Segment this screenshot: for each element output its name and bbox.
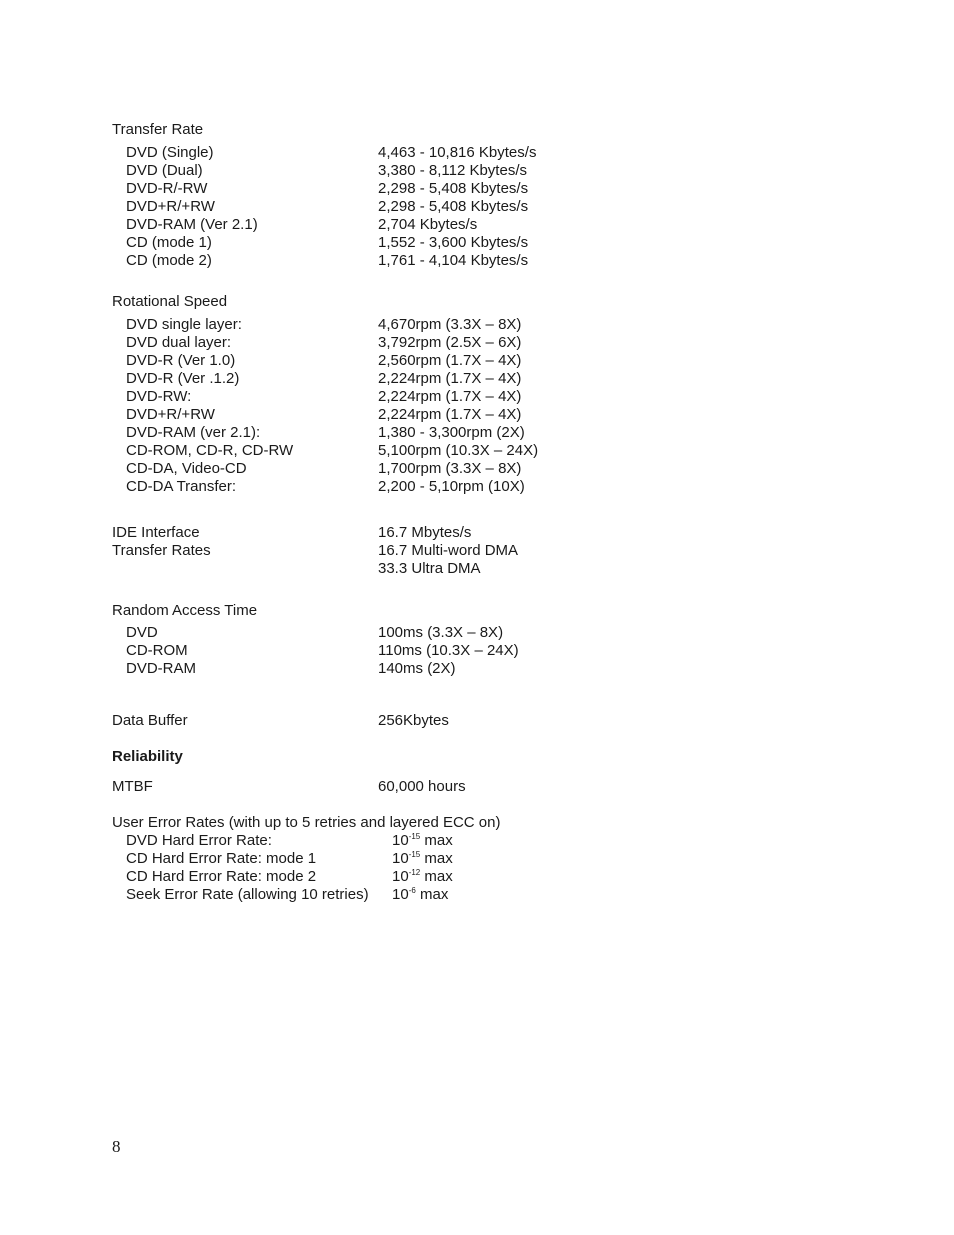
spec-value [392,868,453,886]
spec-row [0,660,954,678]
spec-value: 1,761 - 4,104 Kbytes/s [378,252,529,269]
spec-row [0,560,954,578]
spec-value: 2,704 Kbytes/s [378,216,478,233]
spec-value: 4,670rpm (3.3X – 8X) [378,316,522,333]
spec-row [0,868,954,886]
spec-value: 3,380 - 8,112 Kbytes/s [378,162,527,179]
spec-label: CD-ROM [126,642,188,659]
spec-value: 2,560rpm (1.7X – 4X) [378,352,522,369]
spec-label: DVD dual layer: [126,334,232,351]
spec-label: CD-DA Transfer: [126,478,237,495]
spec-label: CD-ROM, CD-R, CD-RW [126,442,294,459]
spec-label: DVD-R (Ver .1.2) [126,370,240,387]
exponent: -15 [408,850,421,859]
spec-value: 256Kbytes [378,712,449,729]
spec-value: 110ms (10.3X – 24X) [378,642,519,659]
spec-row [0,216,954,234]
spec-label: MTBF [112,778,153,795]
spec-label: DVD single layer: [126,316,242,333]
spec-value: 2,200 - 5,10rpm (10X) [378,478,525,495]
page-number: 8 [112,1137,121,1156]
exponent: -15 [408,832,421,841]
spec-row [0,352,954,370]
exponent-base: 10 [392,850,409,867]
spec-label: DVD-R (Ver 1.0) [126,352,236,369]
spec-value: 2,224rpm (1.7X – 4X) [378,370,522,387]
exponent-suffix: max [420,832,453,849]
spec-row [0,388,954,406]
spec-row [0,252,954,270]
spec-value: 2,224rpm (1.7X – 4X) [378,406,522,423]
exponent-suffix: max [415,886,449,903]
spec-row [0,624,954,642]
spec-row [0,316,954,334]
spec-value: 16.7 Multi-word DMA [378,542,519,559]
spec-value: 60,000 hours [378,778,466,795]
spec-label: DVD Hard Error Rate: [126,832,272,849]
spec-value [392,886,448,904]
spec-label: DVD (Single) [126,144,214,161]
spec-value [392,850,453,868]
spec-label: CD Hard Error Rate: mode 2 [126,868,317,885]
exponent-base: 10 [392,832,409,849]
spec-value: 2,298 - 5,408 Kbytes/s [378,198,529,215]
spec-row [0,712,954,730]
spec-row [0,198,954,216]
spec-row [0,162,954,180]
spec-label: DVD-RAM (ver 2.1): [126,424,261,441]
spec-row [0,334,954,352]
spec-value: 4,463 - 10,816 Kbytes/s [378,144,537,161]
spec-row [0,642,954,660]
spec-value: 1,380 - 3,300rpm (2X) [378,424,525,441]
spec-label: CD (mode 1) [126,234,212,251]
spec-value: 100ms (3.3X – 8X) [378,624,504,641]
spec-row [0,406,954,424]
spec-value: 2,298 - 5,408 Kbytes/s [378,180,529,197]
spec-row [0,442,954,460]
spec-value: 140ms (2X) [378,660,456,677]
exponent: -6 [408,886,416,895]
spec-value: 3,792rpm (2.5X – 6X) [378,334,522,351]
spec-label: DVD (Dual) [126,162,203,179]
spec-label: DVD-R/-RW [126,180,208,197]
spec-row [0,144,954,162]
spec-label: DVD-RW: [126,388,192,405]
spec-label: DVD-RAM [126,660,196,677]
spec-label: DVD+R/+RW [126,406,215,423]
spec-label: DVD+R/+RW [126,198,215,215]
spec-row [0,180,954,198]
spec-label: DVD [126,624,158,641]
exponent-base: 10 [392,868,409,885]
exponent: -12 [408,868,421,877]
spec-value: 16.7 Mbytes/s [378,524,472,541]
spec-row [0,370,954,388]
spec-value: 1,552 - 3,600 Kbytes/s [378,234,529,251]
spec-value: 1,700rpm (3.3X – 8X) [378,460,522,477]
spec-row [0,778,954,796]
spec-value: 33.3 Ultra DMA [378,560,481,577]
spec-row [0,832,954,850]
spec-label: Seek Error Rate (allowing 10 retries) [126,886,369,903]
transfer-rate-heading: Transfer Rate [112,121,204,138]
spec-label: CD Hard Error Rate: mode 1 [126,850,317,867]
random-access-heading: Random Access Time [112,602,258,619]
error-rates-heading: User Error Rates (with up to 5 retries and layered ECC on) [112,814,501,831]
spec-value: 2,224rpm (1.7X – 4X) [378,388,522,405]
spec-value [392,832,453,850]
spec-label: DVD-RAM (Ver 2.1) [126,216,258,233]
spec-value: 5,100rpm (10.3X – 24X) [378,442,539,459]
spec-row [0,460,954,478]
rotational-speed-heading: Rotational Speed [112,293,228,310]
exponent-base: 10 [392,886,409,903]
reliability-heading: Reliability [112,748,183,765]
spec-row [0,234,954,252]
exponent-suffix: max [420,850,453,867]
spec-row [0,542,954,560]
spec-label: CD (mode 2) [126,252,212,269]
spec-row [0,424,954,442]
spec-label: Transfer Rates [112,542,211,559]
spec-label: IDE Interface [112,524,200,541]
spec-row [0,478,954,496]
spec-row [0,886,954,904]
exponent-suffix: max [420,868,453,885]
spec-label: Data Buffer [112,712,188,729]
spec-row [0,524,954,542]
spec-row [0,850,954,868]
spec-label: CD-DA, Video-CD [126,460,247,477]
